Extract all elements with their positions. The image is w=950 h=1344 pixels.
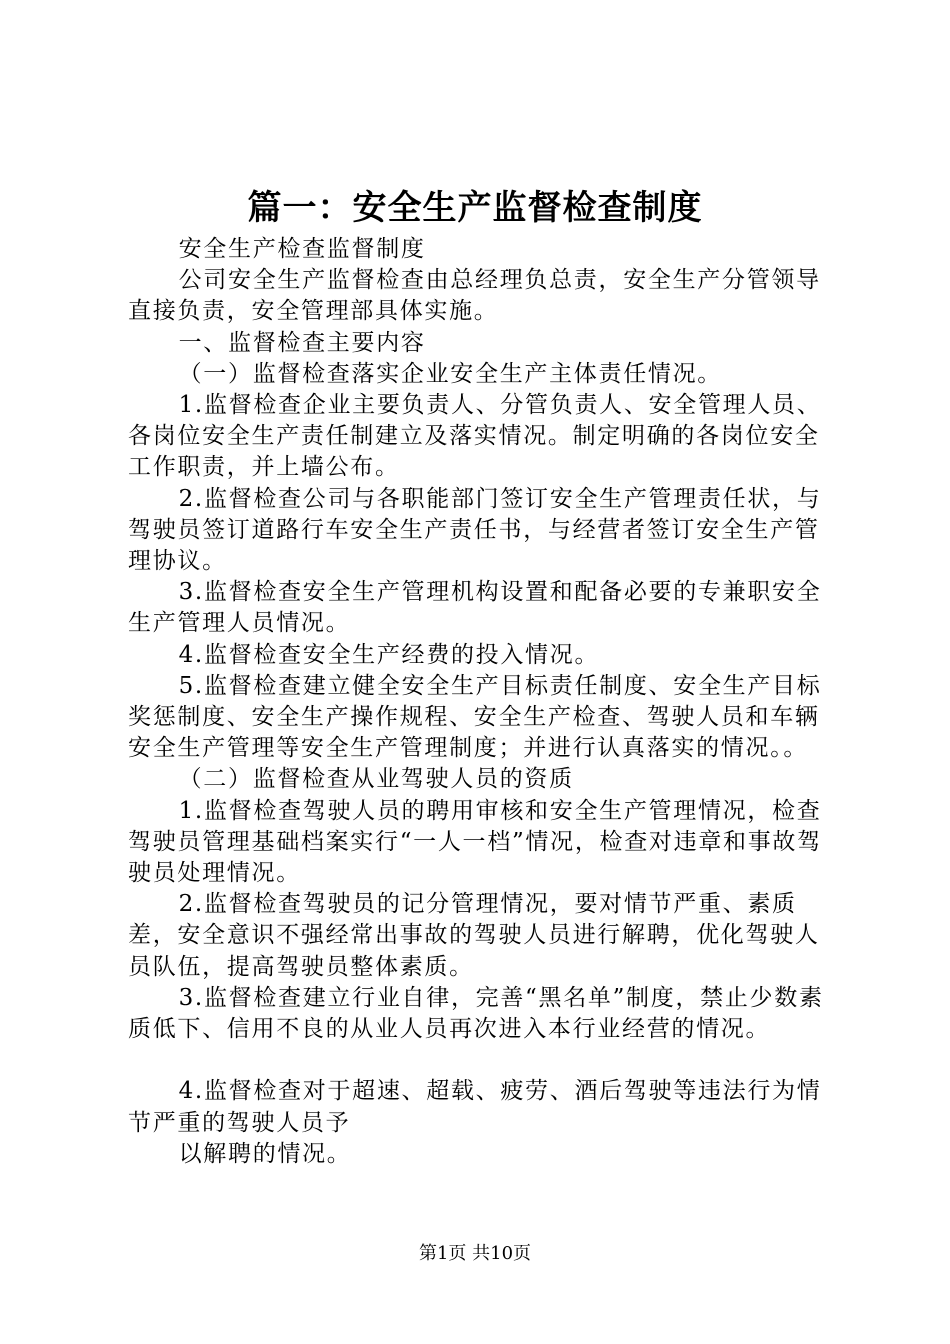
- paragraph-subtitle: 安全生产检查监督制度: [178, 236, 426, 262]
- list-item: 3.监督检查安全生产管理机构设置和配备必要的专兼职安全生产管理人员情况。: [128, 579, 822, 637]
- list-item-continuation: 以解聘的情况。: [178, 1140, 352, 1167]
- section-heading-1: 一、监督检查主要内容: [178, 329, 426, 356]
- list-item: 2.监督检查公司与各职能部门签订安全生产管理责任状，与驾驶员签订道路行车安全生产责任书，与经营者签订安全生产管理协议。: [128, 485, 822, 575]
- list-item: 1.监督检查企业主要负责人、分管负责人、安全管理人员、各岗位安全生产责任制建立及落实情况。制定明确的各岗位安全工作职责，并上墙公布。: [128, 392, 822, 481]
- list-item: 4.监督检查安全生产经费的投入情况。: [178, 641, 600, 668]
- document-body: [128, 234, 836, 1170]
- document-title: 篇一：安全生产监督检查制度: [247, 188, 703, 228]
- list-item: 3.监督检查建立行业自律，完善“黑名单”制度，禁止少数素质低下、信用不良的从业人员再次进入本行业经营的情况。: [128, 984, 824, 1043]
- list-item: 2.监督检查驾驶员的记分管理情况，要对情节严重、素质差，安全意识不强经常出事故的驾驶人员进行解聘，优化驾驶人员队伍，提高驾驶员整体素质。: [128, 891, 820, 980]
- list-item: 5.监督检查建立健全安全生产目标责任制度、安全生产目标奖惩制度、安全生产操作规程、安全生产检查、驾驶人员和车辆安全生产管理等安全生产管理制度；并进行认真落实的情况。。: [128, 672, 822, 762]
- list-item: 1.监督检查驾驶人员的聘用审核和安全生产管理情况，检查驾驶员管理基础档案实行“一人一档”情况，检查对违章和事故驾驶员处理情况。: [128, 797, 822, 887]
- subsection-heading-2: （二）监督检查从业驾驶人员的资质: [178, 766, 574, 793]
- paragraph-intro: 公司安全生产监督检查由总经理负总责，安全生产分管领导直接负责，安全管理部具体实施。: [128, 267, 821, 325]
- list-item: 4.监督检查对于超速、超载、疲劳、酒后驾驶等违法行为情节严重的驾驶人员予: [128, 1078, 822, 1136]
- page-number: 第1页 共10页: [418, 1243, 532, 1264]
- subsection-heading-1: （一）监督检查落实企业安全生产主体责任情况。: [178, 360, 722, 387]
